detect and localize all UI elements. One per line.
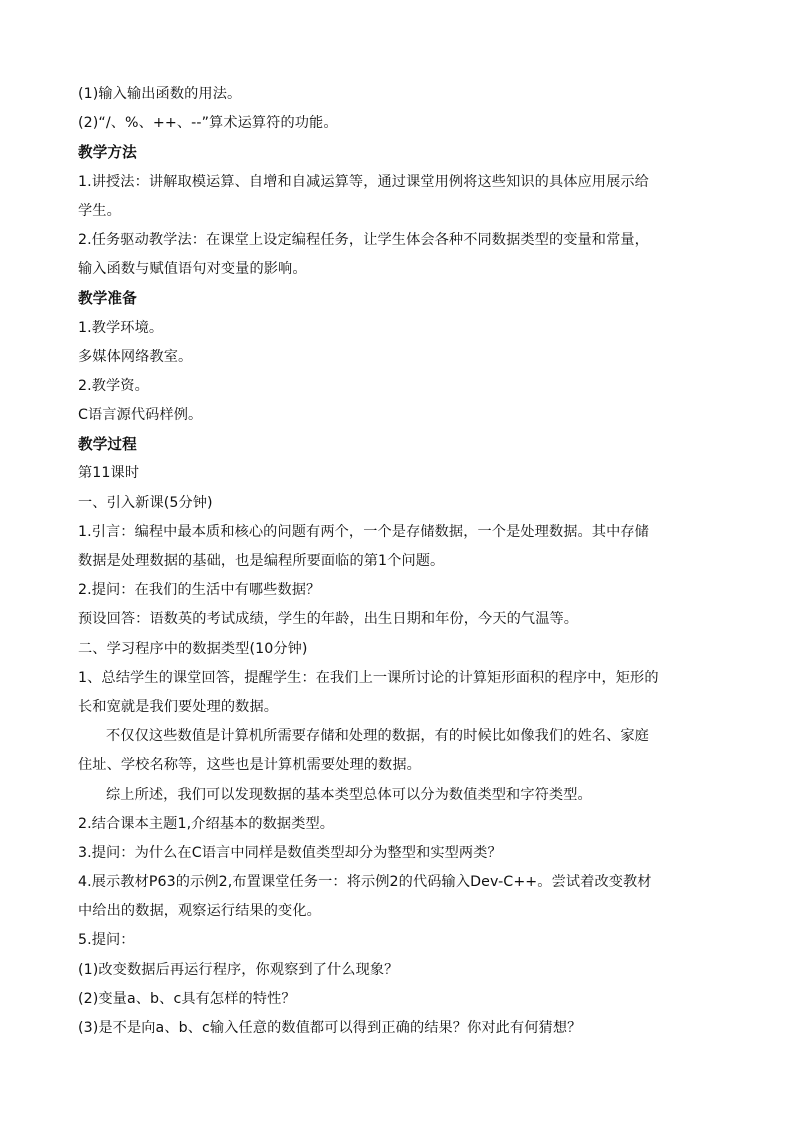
text-line: 1、总结学生的课堂回答，提醒学生：在我们上一课所讨论的计算矩形面积的程序中，矩形的 xyxy=(78,669,659,686)
text-line: 住址、学校名称等，这些也是计算机需要处理的数据。 xyxy=(78,757,421,774)
text-line: 1.讲授法：讲解取模运算、自增和自减运算等，通过课堂用例将这些知识的具体应用展示给 xyxy=(78,173,649,190)
text-line: 数据是处理数据的基础，也是编程所要面临的第1个问题。 xyxy=(78,553,445,569)
text-line: 3.提问：为什么在C语言中同样是数值类型却分为整型和实型两类？ xyxy=(78,844,502,861)
text-line: 中给出的数据，观察运行结果的变化。 xyxy=(78,903,321,920)
section-heading: 教学准备 xyxy=(78,290,137,308)
text-line: 长和宽就是我们要处理的数据。 xyxy=(78,698,279,715)
text-line: 1.教学环境。 xyxy=(78,319,164,336)
text-line: 1.引言：编程中最本质和核心的问题有两个，一个是存储数据，一个是处理数据。其中存储 xyxy=(78,523,649,540)
text-line: (3)是不是向a、b、c输入任意的数值都可以得到正确的结果？你对此有何猜想？ xyxy=(78,1020,582,1036)
text-line: 输入函数与赋值语句对变量的影响。 xyxy=(78,261,307,278)
text-line: 2.结合课本主题1,介绍基本的数据类型。 xyxy=(78,815,335,832)
text-line: 2.提问：在我们的生活中有哪些数据？ xyxy=(78,582,321,599)
text-line: 一、引入新课(5分钟) xyxy=(78,494,213,511)
text-line: 4.展示教材P63的示例2,布置课堂任务一：将示例2的代码输入Dev-C++。尝试着改变教材 xyxy=(78,874,652,891)
text-line: 多媒体网络教室。 xyxy=(78,348,193,365)
text-line: C语言源代码样例。 xyxy=(78,407,203,424)
document-body xyxy=(78,80,728,1043)
text-line: 学生。 xyxy=(78,202,121,219)
text-line: 第11课时 xyxy=(78,465,140,482)
text-line: 预设回答：语数英的考试成绩，学生的年龄，出生日期和年份，今天的气温等。 xyxy=(78,611,579,628)
text-line: (1)改变数据后再运行程序，你观察到了什么现象？ xyxy=(78,961,399,978)
text-line: (2)“/、%、++、--”算术运算符的功能。 xyxy=(78,115,338,132)
section-heading: 教学方法 xyxy=(78,144,137,162)
text-line: 5.提问： xyxy=(78,932,135,949)
text-line: 不仅仅这些数值是计算机所需要存储和处理的数据，有的时候比如像我们的姓名、家庭 xyxy=(106,728,649,745)
text-line: (1)输入输出函数的用法。 xyxy=(78,86,242,102)
text-line: 2.教学资。 xyxy=(78,377,149,394)
text-line: 二、学习程序中的数据类型(10分钟) xyxy=(78,640,308,657)
text-line: 2.任务驱动教学法：在课堂上设定编程任务，让学生体会各种不同数据类型的变量和常量， xyxy=(78,231,649,248)
text-line: (2)变量a、b、c具有怎样的特性？ xyxy=(78,990,296,1007)
text-line: 综上所述，我们可以发现数据的基本类型总体可以分为数值类型和字符类型。 xyxy=(106,786,592,803)
section-heading: 教学过程 xyxy=(78,436,137,454)
